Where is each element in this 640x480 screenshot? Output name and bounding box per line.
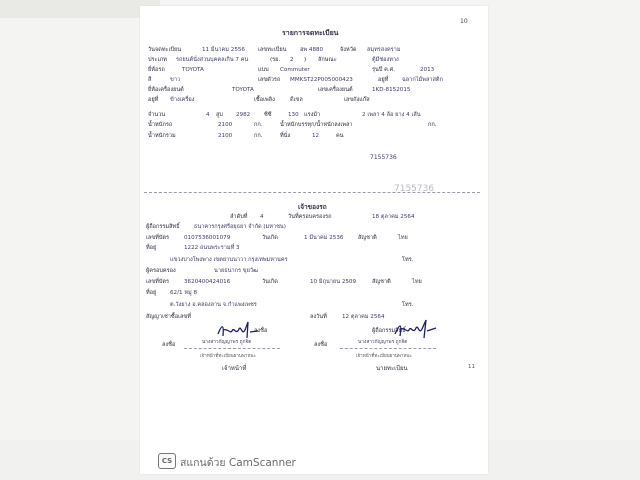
holder-id-value: 3620400424016 — [184, 279, 231, 285]
contract-date-label: ลงวันที่ — [310, 314, 327, 320]
engine-brand-label: ยี่ห้อเครื่องยนต์ — [148, 87, 184, 93]
located-value: ข้างเครื่อง — [170, 97, 195, 103]
type-value: รถยนต์นั่งส่วนบุคคลเกิน 7 คน — [176, 57, 249, 63]
model-label: แบบ — [258, 67, 269, 73]
located-label: อยู่ที่ — [148, 97, 159, 103]
seq-label: ลำดับที่ — [230, 214, 248, 220]
cylinders-value: 4 — [206, 112, 210, 118]
camscanner-watermark: สแกนด้วย CamScanner — [180, 457, 296, 469]
reg-date-label: วันจดทะเบียน — [148, 47, 182, 53]
holder-value: นายธนากร ขุยวัฒ — [214, 268, 259, 274]
load-label: น้ำหนักบรรทุก/น้ำหนักลงเพลา — [280, 122, 353, 128]
appearance-value: ตู้มีช่องทาง — [372, 57, 399, 63]
page-number: 10 — [460, 18, 468, 25]
owner-id-value: 0107536001079 — [184, 235, 231, 241]
province-value: สมุทรสงคราม — [367, 47, 401, 53]
seq-value: 4 — [260, 214, 264, 220]
chassis-label: เลขตัวรถ — [258, 77, 281, 83]
gas-tank-label: เลขถังแก๊ส — [344, 97, 370, 103]
fuel-value: ดีเซล — [290, 97, 303, 103]
cylinders-unit: สูบ — [216, 112, 223, 118]
owner-address-value: 1222 ถนนพระรามที่ 3 — [184, 245, 240, 251]
code-close: ) — [304, 57, 307, 63]
holder-nationality-value: ไทย — [412, 279, 422, 285]
holder-id-label: เลขที่บัตร — [146, 279, 170, 285]
owner-birth-label: วันเกิด — [262, 235, 278, 241]
province-label: จังหวัด — [340, 47, 357, 53]
weight-unit: กก. — [254, 122, 263, 128]
cc-value: 2982 — [236, 112, 251, 118]
contract-date-value: 12 ตุลาคม 2564 — [342, 314, 385, 320]
chassis-value: MMKST22P005000423 — [290, 77, 353, 83]
fuel-label: เชื้อเพลิง — [254, 97, 275, 103]
color-value: ขาว — [170, 77, 181, 83]
seats-unit: คน — [336, 133, 344, 139]
left-sign-line — [184, 348, 280, 349]
holder-address-label: ที่อยู่ — [146, 290, 157, 296]
hp-label: แรงม้า — [304, 112, 321, 118]
holder-label: ผู้ครอบครอง — [146, 268, 176, 274]
plate-label: เลขทะเบียน — [258, 47, 287, 53]
color-label: สี — [148, 77, 152, 83]
camscanner-logo: CS — [158, 453, 176, 469]
right-sign-line — [340, 348, 436, 349]
engine-no-label: เลขเครื่องยนต์ — [318, 87, 353, 93]
engine-no-value: 1KD-8152015 — [372, 87, 411, 93]
footer-page-number: 11 — [468, 364, 475, 370]
hp-value: 130 — [288, 112, 299, 118]
right-sign-label: ลงชื่อ — [314, 342, 328, 348]
axles-wheels-value: 2 เพลา 4 ล้อ ยาง 4 เส้น — [362, 112, 421, 118]
weight-value: 2100 — [218, 122, 233, 128]
owner-heading: เจ้าของรถ — [298, 203, 327, 211]
left-inner-sign-label: ลงชื่อ — [254, 328, 268, 334]
engine-brand-value: TOYOTA — [232, 87, 254, 93]
load-unit: กก. — [428, 122, 437, 128]
total-weight-unit: กก. — [254, 133, 263, 139]
left-sign-label: ลงชื่อ — [162, 342, 176, 348]
brand-label: ยี่ห้อรถ — [148, 67, 165, 73]
owner-nationality-label: สัญชาติ — [358, 235, 377, 241]
code-value: 2 — [290, 57, 294, 63]
holder-birth-value: 10 มิถุนายน 2509 — [310, 279, 357, 285]
owner-address-line2: แขวงบางโพงพาง เขตยานนาวา กรุงเทพมหานคร — [170, 257, 288, 263]
appearance-label: ลักษณะ — [318, 57, 337, 63]
right-official-name: นางสาวกัญญาพร ถูกจิต — [358, 340, 408, 345]
owner-birth-value: 1 มีนาคม 2536 — [304, 235, 344, 241]
year-value: 2013 — [420, 67, 435, 73]
reg-date-value: 11 มีนาคม 2556 — [202, 47, 245, 53]
section-divider — [144, 192, 480, 193]
stamp-number: 7155736 — [370, 154, 397, 161]
location-label: อยู่ที่ — [378, 77, 389, 83]
weight-label: น้ำหนักรถ — [148, 122, 173, 128]
contract-label: สัญญาเช่าซื้อเลขที่ — [146, 314, 191, 320]
model-value: Commuter — [280, 67, 310, 73]
holder-nationality-label: สัญชาติ — [372, 279, 391, 285]
total-weight-label: น้ำหนักรวม — [148, 133, 176, 139]
possession-date-value: 18 ตุลาคม 2564 — [372, 214, 415, 220]
document-title: รายการจดทะเบียน — [282, 29, 339, 37]
code-label: (รย. — [270, 57, 281, 63]
holder-address-line2: ต.วังยาง อ.คลองลาน จ.กำแพงเพชร — [170, 302, 257, 308]
right-title: นายทะเบียน — [376, 365, 408, 372]
cylinders-label: จำนวน — [148, 112, 166, 118]
left-official-name: นางสาวกัญญาพร ถูกจิต — [202, 340, 252, 345]
seats-value: 12 — [312, 133, 320, 139]
holder-phone-label: โทร. — [402, 302, 414, 308]
type-label: ประเภท — [148, 57, 167, 63]
cc-unit: ซีซี — [264, 112, 272, 118]
owner-nationality-value: ไทย — [398, 235, 408, 241]
brand-value: TOYOTA — [182, 67, 204, 73]
holder-address-value: 62/1 หมู่ 8 — [170, 290, 198, 296]
seats-label: ที่นั่ง — [280, 133, 291, 139]
owner-value: ธนาคารกรุงศรีอยุธยา จำกัด (มหาชน) — [194, 224, 286, 230]
possession-date-label: วันที่ครอบครองรถ — [288, 214, 332, 220]
owner-phone-label: โทร. — [402, 257, 414, 263]
left-title: เจ้าหน้าที่ — [222, 365, 247, 372]
year-label: รุ่นปี ค.ศ. — [372, 67, 396, 73]
holder-birth-label: วันเกิด — [262, 279, 278, 285]
owner-label: ผู้ถือกรรมสิทธิ์ — [146, 224, 180, 230]
plate-value: ฮพ 4880 — [300, 47, 324, 53]
total-weight-value: 2100 — [218, 133, 233, 139]
owner-id-label: เลขที่บัตร — [146, 235, 170, 241]
right-role-note: เจ้าหน้าที่ทะเบียนยานพาหนะ — [356, 354, 412, 359]
right-owner-label: ผู้ถือกรรมสิทธิ์ — [372, 328, 406, 334]
owner-address-label: ที่อยู่ — [146, 245, 157, 251]
background-edge-top — [0, 0, 160, 18]
registration-paper — [140, 6, 488, 474]
location-value: ฉลากไม้พลาสติก — [402, 77, 443, 83]
left-role-note: เจ้าหน้าที่ทะเบียนยานพาหนะ — [200, 354, 256, 359]
stamp-number-faded: 7155736 — [394, 184, 435, 194]
